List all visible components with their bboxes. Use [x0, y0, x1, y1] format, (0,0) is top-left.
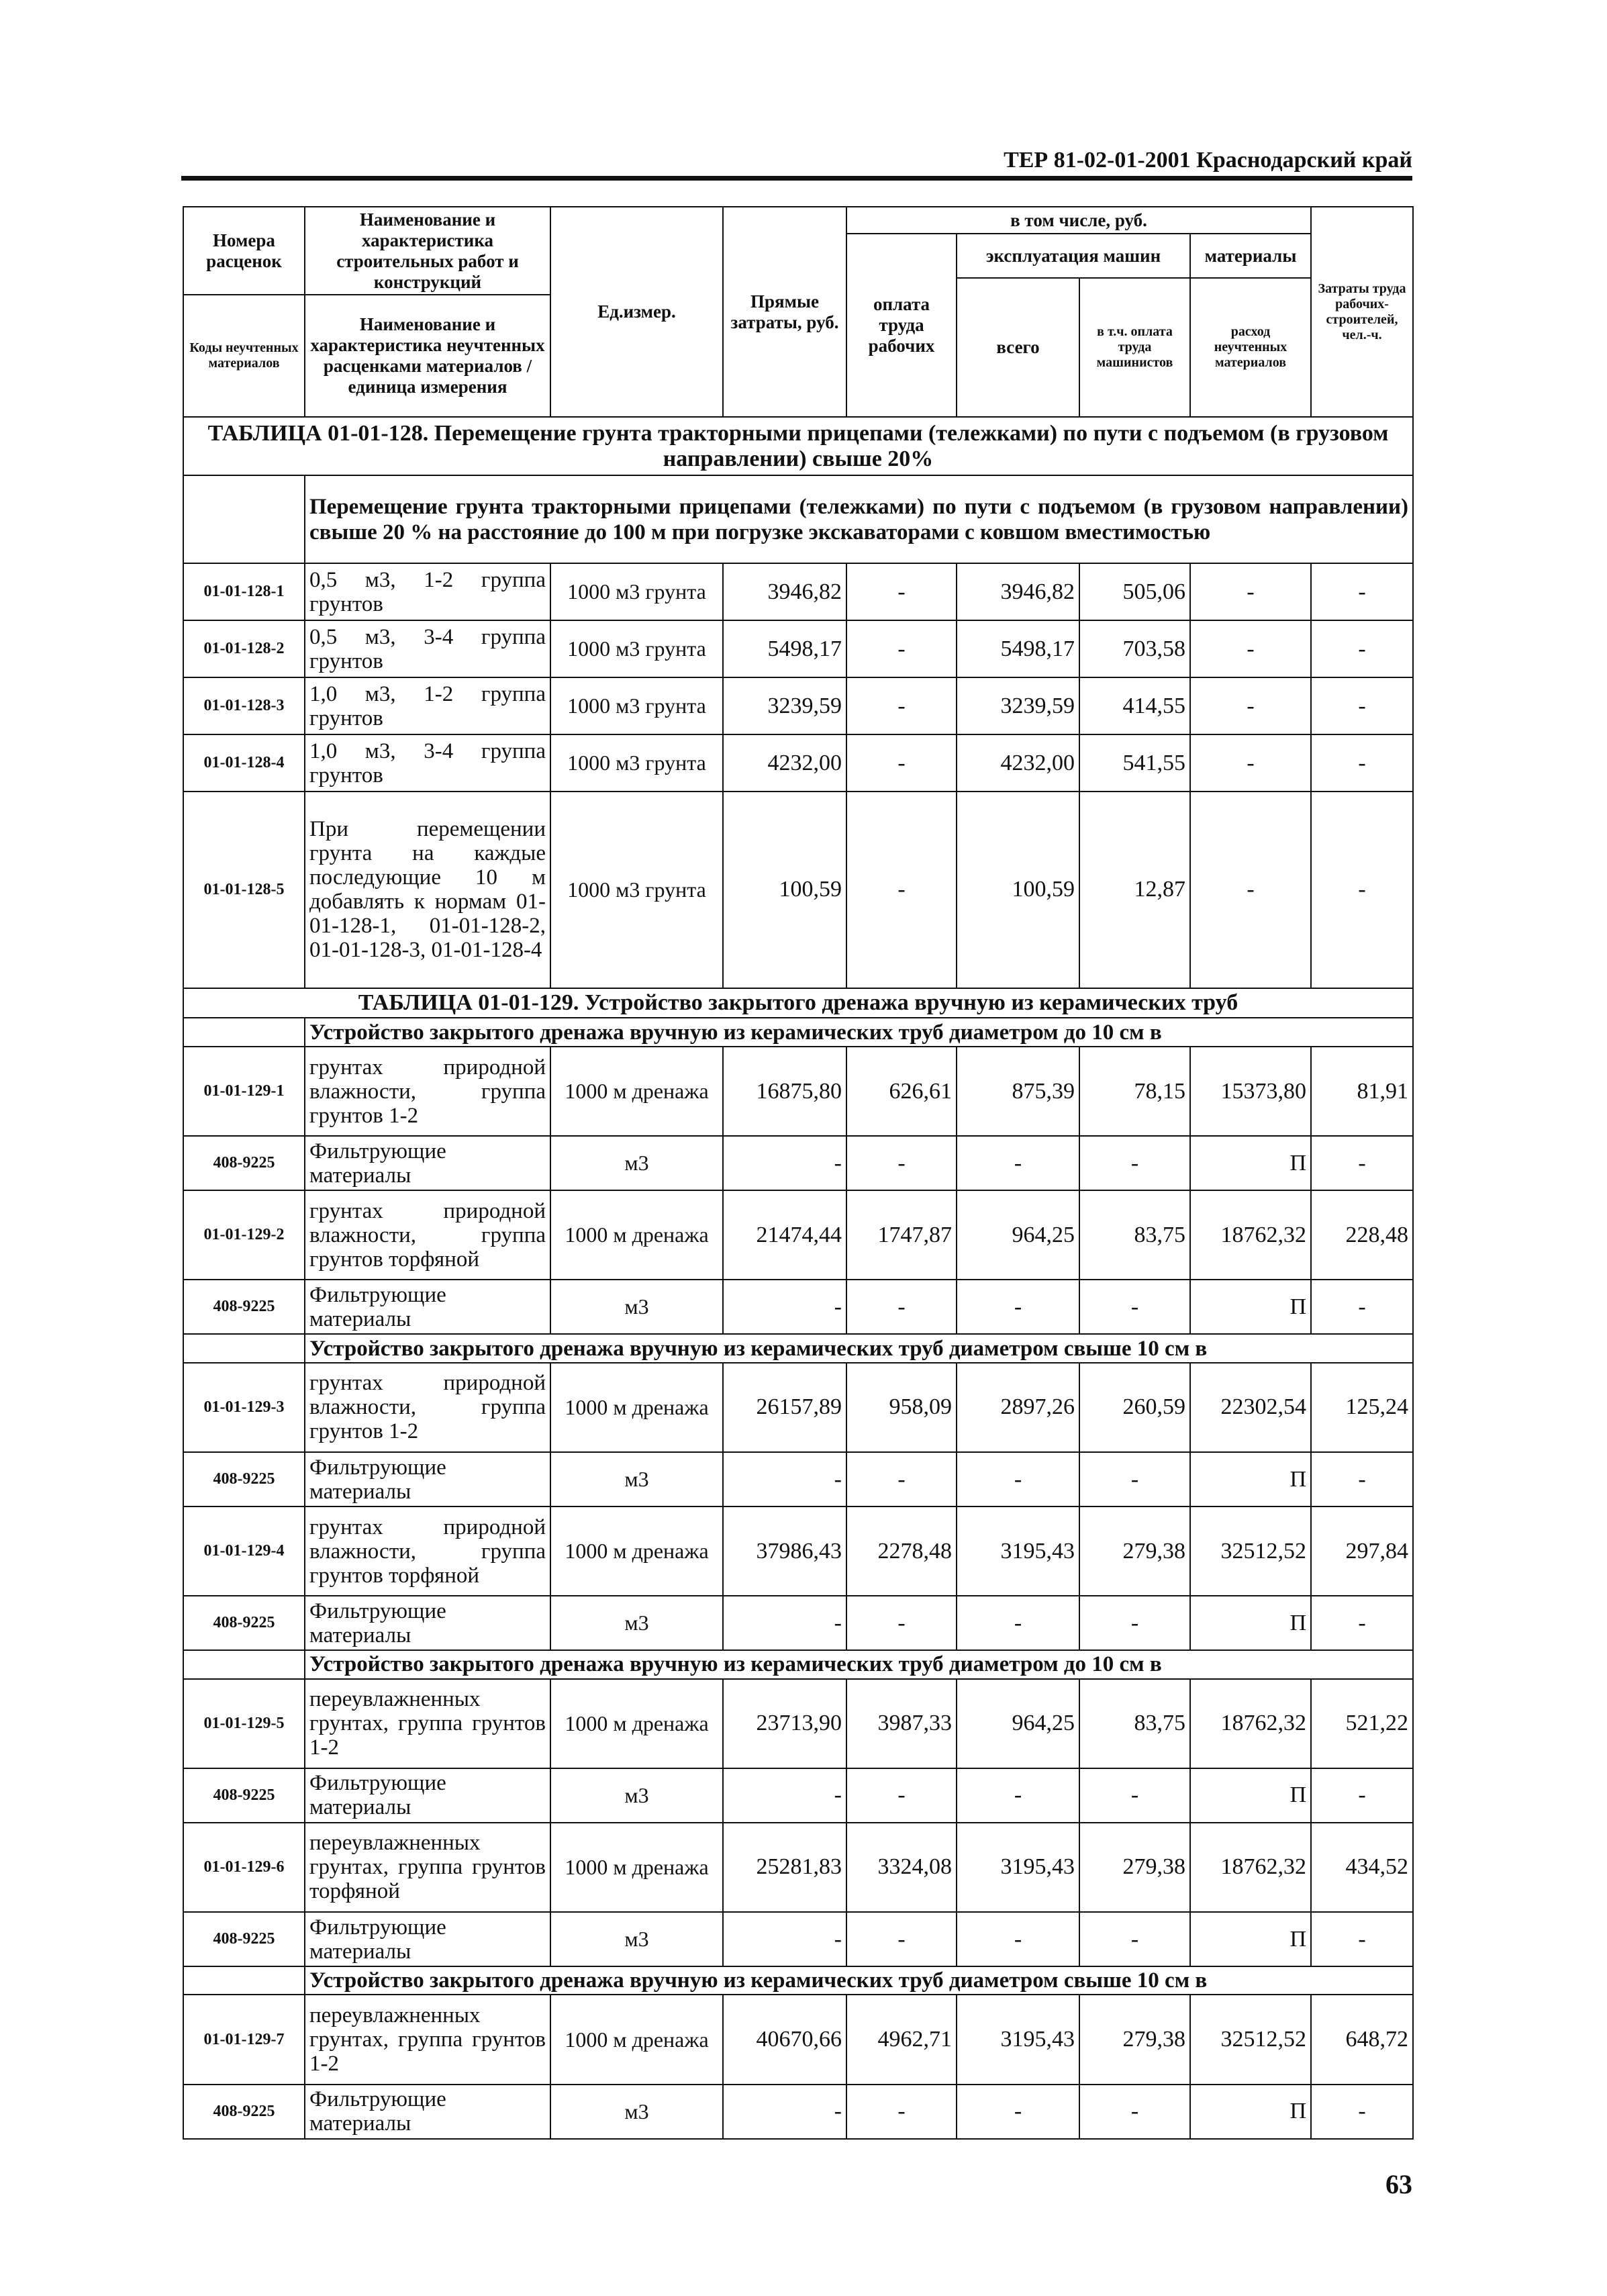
header-unit: Ед.измер.: [550, 207, 723, 417]
labor-cost: 434,52: [1311, 1823, 1413, 1912]
material-description: Фильтрующие материалы: [305, 1768, 550, 1823]
machines-cost: 5498,17: [957, 620, 1079, 677]
group-subtitle: Устройство закрытого дренажа вручную из керамических труб диаметром до 10 см в: [305, 1018, 1413, 1046]
rate-code: 01-01-129-2: [183, 1190, 305, 1280]
material-machines-cost: -: [957, 1280, 1079, 1334]
table-row: [183, 563, 1413, 620]
table-128-intro: Перемещение грунта тракторными прицепами (тележками) по пути с подъемом (в грузовом направлении) свыше 20 % на расстояние до 100 м при погрузке экскаваторами с ковшом вместимостью: [305, 475, 1413, 563]
machines-cost: 875,39: [957, 1047, 1079, 1136]
materials-cost: -: [1190, 620, 1311, 677]
document-header: ТЕР 81-02-01-2001 Краснодарский край: [1004, 148, 1412, 173]
table-row: [183, 1047, 1413, 1136]
labor-cost: -: [1311, 734, 1413, 792]
material-code: 408-9225: [183, 1452, 305, 1506]
group-subtitle: Устройство закрытого дренажа вручную из керамических труб диаметром до 10 см в: [305, 1650, 1413, 1678]
table-row: [183, 620, 1413, 677]
material-labor-cost: -: [1311, 1452, 1413, 1506]
empty-code-cell: [183, 1018, 305, 1046]
header-machines-total: всего: [957, 278, 1079, 417]
material-machines-cost: -: [957, 1136, 1079, 1190]
table-intro-row: [183, 475, 1413, 563]
material-consumption: П: [1190, 1768, 1311, 1823]
machines-cost: 964,25: [957, 1190, 1079, 1280]
material-unit: м3: [550, 1596, 723, 1650]
rate-description: переувлажненных грунтах, группа грунтов торфяной: [305, 1823, 550, 1912]
material-labor-cost: -: [1311, 2085, 1413, 2139]
labor-cost: 81,91: [1311, 1047, 1413, 1136]
machines-wage-cost: 505,06: [1079, 563, 1190, 620]
material-code: 408-9225: [183, 1912, 305, 1966]
rate-code: 01-01-129-7: [183, 1995, 305, 2084]
material-direct-costs: -: [723, 2085, 846, 2139]
machines-wage-cost: 260,59: [1079, 1363, 1190, 1452]
material-labor-cost: -: [1311, 1596, 1413, 1650]
rate-unit: 1000 м дренажа: [550, 1823, 723, 1912]
labor-cost: 521,22: [1311, 1679, 1413, 1768]
wage-cost: 3987,33: [846, 1679, 957, 1768]
material-wage-cost: -: [846, 1596, 957, 1650]
table-129-title: ТАБЛИЦА 01-01-129. Устройство закрытого дренажа вручную из керамических труб: [183, 988, 1413, 1018]
header-machines-wage: в т.ч. оплата труда машинистов: [1079, 278, 1190, 417]
table-row: [183, 792, 1413, 988]
labor-cost: 125,24: [1311, 1363, 1413, 1452]
material-unit: м3: [550, 1452, 723, 1506]
machines-wage-cost: 279,38: [1079, 1506, 1190, 1596]
machines-wage-cost: 541,55: [1079, 734, 1190, 792]
material-direct-costs: -: [723, 1596, 846, 1650]
material-code: 408-9225: [183, 1280, 305, 1334]
material-unit: м3: [550, 1912, 723, 1966]
machines-cost: 4232,00: [957, 734, 1079, 792]
rate-description: При перемещении грунта на каждые последующие 10 м добавлять к нормам 01-01-128-1, 01-01-128-2, 01-01-128-3, 01-01-128-4: [305, 792, 550, 988]
labor-cost: -: [1311, 792, 1413, 988]
wage-cost: 4962,71: [846, 1995, 957, 2084]
header-including: в том числе, руб.: [846, 207, 1311, 234]
empty-code-cell: [183, 1334, 305, 1362]
material-row: [183, 1280, 1413, 1334]
rate-description: переувлажненных грунтах, группа грунтов 1-2: [305, 1679, 550, 1768]
material-description: Фильтрующие материалы: [305, 1596, 550, 1650]
material-direct-costs: -: [723, 1452, 846, 1506]
direct-costs: 26157,89: [723, 1363, 846, 1452]
material-machines-wage-cost: -: [1079, 2085, 1190, 2139]
rate-code: 01-01-128-5: [183, 792, 305, 988]
material-unit: м3: [550, 2085, 723, 2139]
wage-cost: 626,61: [846, 1047, 957, 1136]
material-machines-cost: -: [957, 1596, 1079, 1650]
material-direct-costs: -: [723, 1280, 846, 1334]
rate-description: грунтах природной влажности, группа грунтов торфяной: [305, 1506, 550, 1596]
labor-cost: 648,72: [1311, 1995, 1413, 2084]
material-machines-cost: -: [957, 1768, 1079, 1823]
rate-unit: 1000 м3 грунта: [550, 734, 723, 792]
machines-wage-cost: 414,55: [1079, 677, 1190, 734]
material-code: 408-9225: [183, 2085, 305, 2139]
labor-cost: 228,48: [1311, 1190, 1413, 1280]
subtitle-row: [183, 1018, 1413, 1046]
material-description: Фильтрующие материалы: [305, 1136, 550, 1190]
machines-wage-cost: 703,58: [1079, 620, 1190, 677]
material-machines-wage-cost: -: [1079, 1452, 1190, 1506]
material-machines-wage-cost: -: [1079, 1280, 1190, 1334]
subtitle-row: [183, 1966, 1413, 1995]
material-labor-cost: -: [1311, 1136, 1413, 1190]
header-material-codes: Коды неучтенных материалов: [183, 295, 305, 417]
labor-cost: -: [1311, 677, 1413, 734]
table-row: [183, 1995, 1413, 2084]
page-number: 63: [1385, 2169, 1412, 2199]
material-machines-wage-cost: -: [1079, 1768, 1190, 1823]
header-work-name: Наименование и характеристика строительных работ и конструкций: [305, 207, 550, 295]
material-labor-cost: -: [1311, 1280, 1413, 1334]
machines-wage-cost: 83,75: [1079, 1679, 1190, 1768]
wage-cost: 3324,08: [846, 1823, 957, 1912]
materials-cost: 18762,32: [1190, 1190, 1311, 1280]
direct-costs: 5498,17: [723, 620, 846, 677]
table-row: [183, 1363, 1413, 1452]
material-row: [183, 1596, 1413, 1650]
direct-costs: 25281,83: [723, 1823, 846, 1912]
material-consumption: П: [1190, 2085, 1311, 2139]
materials-cost: 32512,52: [1190, 1995, 1311, 2084]
machines-cost: 964,25: [957, 1679, 1079, 1768]
machines-wage-cost: 83,75: [1079, 1190, 1190, 1280]
materials-cost: 18762,32: [1190, 1679, 1311, 1768]
material-consumption: П: [1190, 1280, 1311, 1334]
rate-unit: 1000 м дренажа: [550, 1506, 723, 1596]
materials-cost: -: [1190, 563, 1311, 620]
machines-cost: 3239,59: [957, 677, 1079, 734]
material-machines-cost: -: [957, 2085, 1079, 2139]
empty-code-cell: [183, 1650, 305, 1678]
machines-cost: 100,59: [957, 792, 1079, 988]
subtitle-row: [183, 1334, 1413, 1362]
material-code: 408-9225: [183, 1136, 305, 1190]
rate-code: 01-01-129-4: [183, 1506, 305, 1596]
material-direct-costs: -: [723, 1912, 846, 1966]
material-direct-costs: -: [723, 1768, 846, 1823]
material-labor-cost: -: [1311, 1768, 1413, 1823]
rate-code: 01-01-129-3: [183, 1363, 305, 1452]
machines-cost: 3195,43: [957, 1506, 1079, 1596]
direct-costs: 100,59: [723, 792, 846, 988]
machines-wage-cost: 279,38: [1079, 1823, 1190, 1912]
rate-unit: 1000 м3 грунта: [550, 563, 723, 620]
rate-description: 1,0 м3, 1-2 группа грунтов: [305, 677, 550, 734]
rate-unit: 1000 м3 грунта: [550, 620, 723, 677]
table-title-row: [183, 417, 1413, 475]
rate-description: грунтах природной влажности, группа грунтов 1-2: [305, 1047, 550, 1136]
material-code: 408-9225: [183, 1768, 305, 1823]
rate-description: 0,5 м3, 3-4 группа грунтов: [305, 620, 550, 677]
material-machines-wage-cost: -: [1079, 1912, 1190, 1966]
materials-cost: 32512,52: [1190, 1506, 1311, 1596]
rate-code: 01-01-128-1: [183, 563, 305, 620]
material-labor-cost: -: [1311, 1912, 1413, 1966]
material-row: [183, 1912, 1413, 1966]
material-machines-wage-cost: -: [1079, 1136, 1190, 1190]
table-128-title: ТАБЛИЦА 01-01-128. Перемещение грунта тракторными прицепами (тележками) по пути с подъемом (в грузовом направлении) свыше 20%: [183, 417, 1413, 475]
rate-unit: 1000 м дренажа: [550, 1995, 723, 2084]
material-wage-cost: -: [846, 1768, 957, 1823]
material-description: Фильтрующие материалы: [305, 1280, 550, 1334]
table-row: [183, 677, 1413, 734]
table-row: [183, 734, 1413, 792]
rate-description: грунтах природной влажности, группа грунтов торфяной: [305, 1190, 550, 1280]
materials-cost: -: [1190, 677, 1311, 734]
rate-unit: 1000 м дренажа: [550, 1363, 723, 1452]
rates-table: [183, 206, 1414, 2140]
direct-costs: 3239,59: [723, 677, 846, 734]
subtitle-row: [183, 1650, 1413, 1678]
wage-cost: -: [846, 563, 957, 620]
wage-cost: -: [846, 792, 957, 988]
rate-description: 0,5 м3, 1-2 группа грунтов: [305, 563, 550, 620]
header-wage: оплата труда рабочих: [846, 234, 957, 417]
machines-cost: 3195,43: [957, 1995, 1079, 2084]
rate-code: 01-01-128-4: [183, 734, 305, 792]
materials-cost: -: [1190, 734, 1311, 792]
material-description: Фильтрующие материалы: [305, 1912, 550, 1966]
material-wage-cost: -: [846, 1912, 957, 1966]
material-row: [183, 1768, 1413, 1823]
header-materials: материалы: [1190, 234, 1311, 278]
rate-code: 01-01-129-6: [183, 1823, 305, 1912]
material-wage-cost: -: [846, 1136, 957, 1190]
header-material-names: Наименование и характеристика неучтенных расценками материалов / единица измерения: [305, 295, 550, 417]
group-subtitle: Устройство закрытого дренажа вручную из керамических труб диаметром свыше 10 см в: [305, 1966, 1413, 1995]
direct-costs: 23713,90: [723, 1679, 846, 1768]
material-consumption: П: [1190, 1596, 1311, 1650]
materials-cost: -: [1190, 792, 1311, 988]
table-row: [183, 1823, 1413, 1912]
material-description: Фильтрующие материалы: [305, 1452, 550, 1506]
header-rule: [181, 176, 1412, 181]
material-row: [183, 1136, 1413, 1190]
empty-code-cell: [183, 1966, 305, 1995]
machines-cost: 3946,82: [957, 563, 1079, 620]
rate-description: грунтах природной влажности, группа грунтов 1-2: [305, 1363, 550, 1452]
header-labor: Затраты труда рабочих-строителей, чел.-ч.: [1311, 207, 1413, 417]
header-direct-costs: Прямые затраты, руб.: [723, 207, 846, 417]
material-consumption: П: [1190, 1136, 1311, 1190]
direct-costs: 37986,43: [723, 1506, 846, 1596]
materials-cost: 15373,80: [1190, 1047, 1311, 1136]
material-code: 408-9225: [183, 1596, 305, 1650]
material-direct-costs: -: [723, 1136, 846, 1190]
wage-cost: -: [846, 620, 957, 677]
table-row: [183, 1679, 1413, 1768]
wage-cost: -: [846, 734, 957, 792]
rate-code: 01-01-129-5: [183, 1679, 305, 1768]
material-wage-cost: -: [846, 1280, 957, 1334]
rate-description: 1,0 м3, 3-4 группа грунтов: [305, 734, 550, 792]
table-row: [183, 1190, 1413, 1280]
labor-cost: -: [1311, 620, 1413, 677]
material-machines-cost: -: [957, 1912, 1079, 1966]
direct-costs: 40670,66: [723, 1995, 846, 2084]
wage-cost: -: [846, 677, 957, 734]
wage-cost: 2278,48: [846, 1506, 957, 1596]
direct-costs: 21474,44: [723, 1190, 846, 1280]
rate-code: 01-01-129-1: [183, 1047, 305, 1136]
material-wage-cost: -: [846, 1452, 957, 1506]
labor-cost: -: [1311, 563, 1413, 620]
material-wage-cost: -: [846, 2085, 957, 2139]
materials-cost: 18762,32: [1190, 1823, 1311, 1912]
material-unit: м3: [550, 1768, 723, 1823]
group-subtitle: Устройство закрытого дренажа вручную из керамических труб диаметром свыше 10 см в: [305, 1334, 1413, 1362]
rate-description: переувлажненных грунтах, группа грунтов 1-2: [305, 1995, 550, 2084]
machines-wage-cost: 279,38: [1079, 1995, 1190, 2084]
rate-code: 01-01-128-3: [183, 677, 305, 734]
material-unit: м3: [550, 1136, 723, 1190]
rate-unit: 1000 м дренажа: [550, 1679, 723, 1768]
material-consumption: П: [1190, 1452, 1311, 1506]
material-machines-wage-cost: -: [1079, 1596, 1190, 1650]
rate-unit: 1000 м дренажа: [550, 1190, 723, 1280]
rate-unit: 1000 м дренажа: [550, 1047, 723, 1136]
wage-cost: 1747,87: [846, 1190, 957, 1280]
material-consumption: П: [1190, 1912, 1311, 1966]
machines-cost: 3195,43: [957, 1823, 1079, 1912]
material-unit: м3: [550, 1280, 723, 1334]
materials-cost: 22302,54: [1190, 1363, 1311, 1452]
rate-code: 01-01-128-2: [183, 620, 305, 677]
direct-costs: 4232,00: [723, 734, 846, 792]
header-materials-consumption: расход неучтенных материалов: [1190, 278, 1311, 417]
empty-code-cell: [183, 475, 305, 563]
table-title-row: [183, 988, 1413, 1018]
header-codes: Номера расценок: [183, 207, 305, 295]
table-row: [183, 1506, 1413, 1596]
header-machines: эксплуатация машин: [957, 234, 1190, 278]
machines-wage-cost: 12,87: [1079, 792, 1190, 988]
machines-wage-cost: 78,15: [1079, 1047, 1190, 1136]
direct-costs: 3946,82: [723, 563, 846, 620]
wage-cost: 958,09: [846, 1363, 957, 1452]
labor-cost: 297,84: [1311, 1506, 1413, 1596]
rate-unit: 1000 м3 грунта: [550, 677, 723, 734]
direct-costs: 16875,80: [723, 1047, 846, 1136]
material-description: Фильтрующие материалы: [305, 2085, 550, 2139]
material-row: [183, 2085, 1413, 2139]
machines-cost: 2897,26: [957, 1363, 1079, 1452]
rate-unit: 1000 м3 грунта: [550, 792, 723, 988]
material-machines-cost: -: [957, 1452, 1079, 1506]
material-row: [183, 1452, 1413, 1506]
